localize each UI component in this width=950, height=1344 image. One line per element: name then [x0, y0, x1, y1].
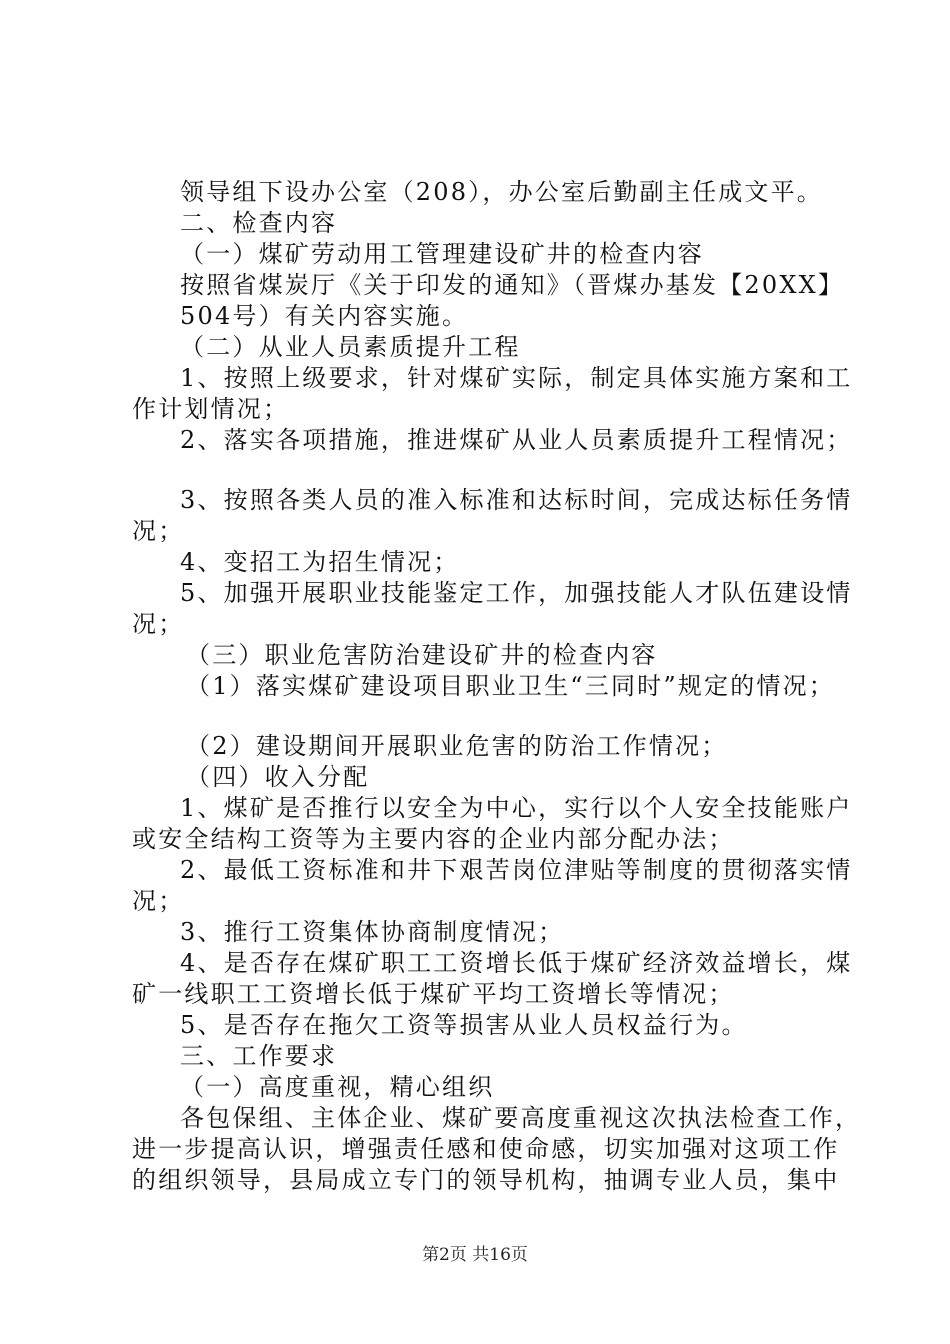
text-line-29: 各包保组、主体企业、煤矿要高度重视这次执法检查工作， — [180, 1104, 862, 1132]
text-line-8: 作计划情况； — [132, 395, 290, 423]
text-line-25: 矿一线职工工资增长低于煤矿平均工资增长等情况； — [132, 980, 735, 1008]
text-line-21: 2、最低工资标准和井下艰苦岗位津贴等制度的贯彻落实情 — [180, 856, 853, 884]
text-line-12: 4、变招工为招生情况； — [180, 548, 460, 576]
text-line-17: （2）建设期间开展职业危害的防治工作情况； — [186, 732, 728, 760]
text-line-1: 领导组下设办公室（208），办公室后勤副主任成文平。 — [180, 178, 824, 206]
section-heading-3: 三、工作要求 — [180, 1042, 338, 1070]
page-footer: 第2页 共16页 — [422, 1245, 528, 1265]
text-line-26: 5、是否存在拖欠工资等损害从业人员权益行为。 — [180, 1011, 748, 1039]
subsection-heading-2-4: （四）收入分配 — [186, 763, 370, 791]
text-line-11: 况； — [132, 517, 185, 545]
text-line-31: 的组织领导，县局成立专门的领导机构，抽调专业人员，集中 — [132, 1166, 840, 1194]
subsection-heading-3-1: （一）高度重视，精心组织 — [180, 1073, 495, 1101]
subsection-heading-2-2: （二）从业人员素质提升工程 — [180, 333, 521, 361]
text-line-4: 按照省煤炭厅《关于印发的通知》（晋煤办基发【20XX】 — [180, 271, 845, 299]
text-line-22: 况； — [132, 887, 185, 915]
subsection-heading-2-3: （三）职业危害防治建设矿井的检查内容 — [186, 641, 658, 669]
text-line-20: 或安全结构工资等为主要内容的企业内部分配办法； — [132, 825, 735, 853]
text-line-16: （1）落实煤矿建设项目职业卫生“三同时”规定的情况； — [186, 672, 836, 700]
text-line-13: 5、加强开展职业技能鉴定工作，加强技能人才队伍建设情 — [180, 579, 853, 607]
text-line-10: 3、按照各类人员的准入标准和达标时间，完成达标任务情 — [180, 486, 853, 514]
text-line-23: 3、推行工资集体协商制度情况； — [180, 918, 565, 946]
text-line-24: 4、是否存在煤矿职工工资增长低于煤矿经济效益增长，煤 — [180, 949, 853, 977]
text-line-9: 2、落实各项措施，推进煤矿从业人员素质提升工程情况； — [180, 426, 853, 454]
section-heading-2: 二、检查内容 — [180, 209, 338, 237]
subsection-heading-2-1: （一）煤矿劳动用工管理建设矿井的检查内容 — [180, 240, 704, 268]
text-line-30: 进一步提高认识，增强责任感和使命感，切实加强对这项工作 — [132, 1135, 840, 1163]
text-line-7: 1、按照上级要求，针对煤矿实际，制定具体实施方案和工 — [180, 364, 853, 392]
text-line-19: 1、煤矿是否推行以安全为中心，实行以个人安全技能账户 — [180, 794, 853, 822]
text-line-5: 504号）有关内容实施。 — [180, 302, 469, 330]
text-line-14: 况； — [132, 610, 185, 638]
